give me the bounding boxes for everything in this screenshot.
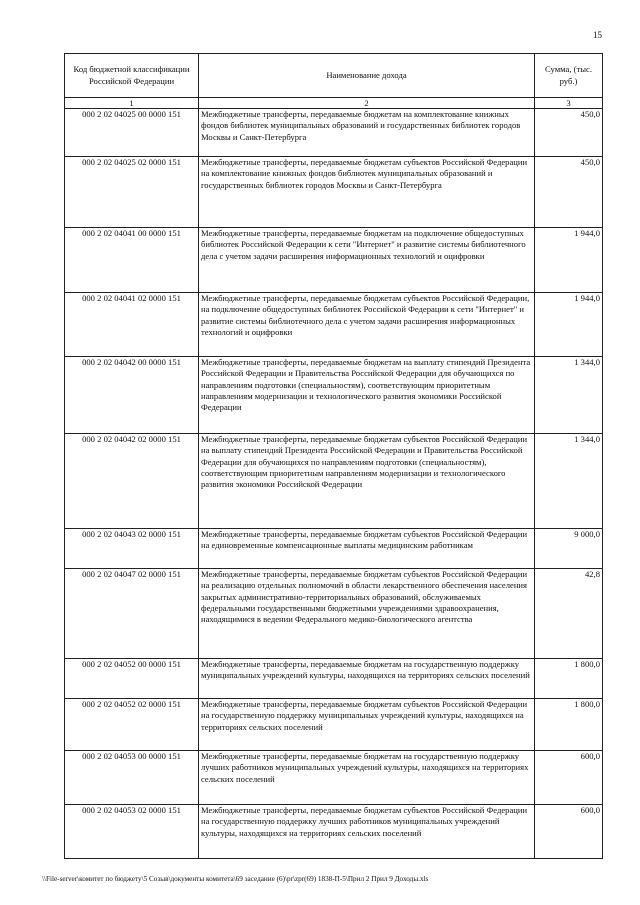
row-code: 000 2 02 04047 02 0000 151 [65,569,199,659]
table-row [65,109,603,157]
table-row [65,357,603,434]
row-name: Межбюджетные трансферты, передаваемые бюджетам субъектов Российской Федерации на государственную поддержку муниципальных учреждений культуры, находящихся на территориях сельских поселений [199,699,535,751]
table-row [65,157,603,228]
row-amount: 1 344,0 [535,434,603,529]
column-number: 1 [65,98,199,109]
row-amount: 600,0 [535,805,603,859]
row-name: Межбюджетные трансферты, передаваемые бюджетам субъектов Российской Федерации на комплектование книжных фондов библиотек муниципальных образований и государственных библиотек городов Москвы и Санкт-Петербурга [199,157,535,228]
row-code: 000 2 02 04041 02 0000 151 [65,293,199,357]
row-amount: 450,0 [535,109,603,157]
row-code: 000 2 02 04025 02 0000 151 [65,157,199,228]
row-code: 000 2 02 04053 02 0000 151 [65,805,199,859]
row-name: Межбюджетные трансферты, передаваемые бюджетам субъектов Российской Федерации на государственную поддержку лучших работников муниципальных учреждений культуры, находящихся на территориях сельских поселений [199,805,535,859]
row-code: 000 2 02 04052 02 0000 151 [65,699,199,751]
row-name: Межбюджетные трансферты, передаваемые бюджетам субъектов Российской Федерации на выплату стипендий Президента Российской Федерации и Правительства Российской Федерации для обучающихся по направлениям подготовки (специальностям), соответствующим приоритетным направлениям модернизации и технологического развития экономики Российской Федерации [199,434,535,529]
column-number: 3 [535,98,603,109]
row-name: Межбюджетные трансферты, передаваемые бюджетам субъектов Российской Федерации на единовременные компенсационные выплаты медицинским работникам [199,529,535,569]
row-code: 000 2 02 04052 00 0000 151 [65,659,199,699]
table-row [65,659,603,699]
table-row [65,805,603,859]
table-row [65,434,603,529]
row-code: 000 2 02 04053 00 0000 151 [65,751,199,805]
row-name: Межбюджетные трансферты, передаваемые бюджетам на государственную поддержку лучших работников муниципальных учреждений культуры, находящихся на территориях сельских поселений [199,751,535,805]
row-amount: 1 944,0 [535,293,603,357]
table-row [65,293,603,357]
row-amount: 1 800,0 [535,699,603,751]
row-code: 000 2 02 04025 00 0000 151 [65,109,199,157]
row-amount: 1 344,0 [535,357,603,434]
header-sum-column: Сумма, (тыс. руб.) [535,54,603,98]
revenue-table [64,53,603,859]
table-header-row [65,54,603,98]
page-number: 15 [593,30,602,40]
row-amount: 9 000,0 [535,529,603,569]
row-code: 000 2 02 04042 02 0000 151 [65,434,199,529]
column-number-row [65,98,603,109]
table-row [65,751,603,805]
row-name: Межбюджетные трансферты, передаваемые бюджетам субъектов Российской Федерации на реализацию отдельных полномочий в области лекарственного обеспечения населения закрытых административно-территориальных образований, обслуживаемых федеральными государственными бюджетными учреждениями здравоохранения, находящимися в ведении Федерального медико-биологического агентства [199,569,535,659]
row-name: Межбюджетные трансферты, передаваемые бюджетам на государственную поддержку муниципальных учреждений культуры, находящихся на территориях сельских поселений [199,659,535,699]
table-row [65,529,603,569]
row-code: 000 2 02 04041 00 0000 151 [65,228,199,293]
row-amount: 1 944,0 [535,228,603,293]
row-name: Межбюджетные трансферты, передаваемые бюджетам на комплектование книжных фондов библиотек муниципальных образований и государственных библиотек городов Москвы и Санкт-Петербурга [199,109,535,157]
table-row [65,569,603,659]
row-amount: 1 800,0 [535,659,603,699]
row-name: Межбюджетные трансферты, передаваемые бюджетам на выплату стипендий Президента Российской Федерации и Правительства Российской Федерации для обучающихся по направлениям подготовки (специальностям), соответствующим приоритетным направлениям модернизации и технологического развития экономики Российской Федерации [199,357,535,434]
row-amount: 600,0 [535,751,603,805]
row-name: Межбюджетные трансферты, передаваемые бюджетам на подключение общедоступных библиотек Российской Федерации к сети "Интернет" и развитие системы библиотечного дела с учетом задачи расширения информационных технологий и оцифровки [199,228,535,293]
header-name-column: Наименование дохода [199,54,535,98]
header-code-column: Код бюджетной классификации Российской Федерации [65,54,199,98]
row-amount: 450,0 [535,157,603,228]
row-code: 000 2 02 04042 00 0000 151 [65,357,199,434]
table-row [65,228,603,293]
table-row [65,699,603,751]
row-name: Межбюджетные трансферты, передаваемые бюджетам субъектов Российской Федерации, на подключение общедоступных библиотек Российской Федерации к сети "Интернет" и развитие системы библиотечного дела с учетом задачи расширения информационных технологий и оцифровки [199,293,535,357]
file-path-footer: \\File-server\комитет по бюджету\5 Созыв\документы комитета\69 заседание (6)\pr\zpr(69) 1838-П-5\Прил 2 Прил 9 Доходы.xls [42,875,429,883]
column-number: 2 [199,98,535,109]
row-code: 000 2 02 04043 02 0000 151 [65,529,199,569]
row-amount: 42,8 [535,569,603,659]
